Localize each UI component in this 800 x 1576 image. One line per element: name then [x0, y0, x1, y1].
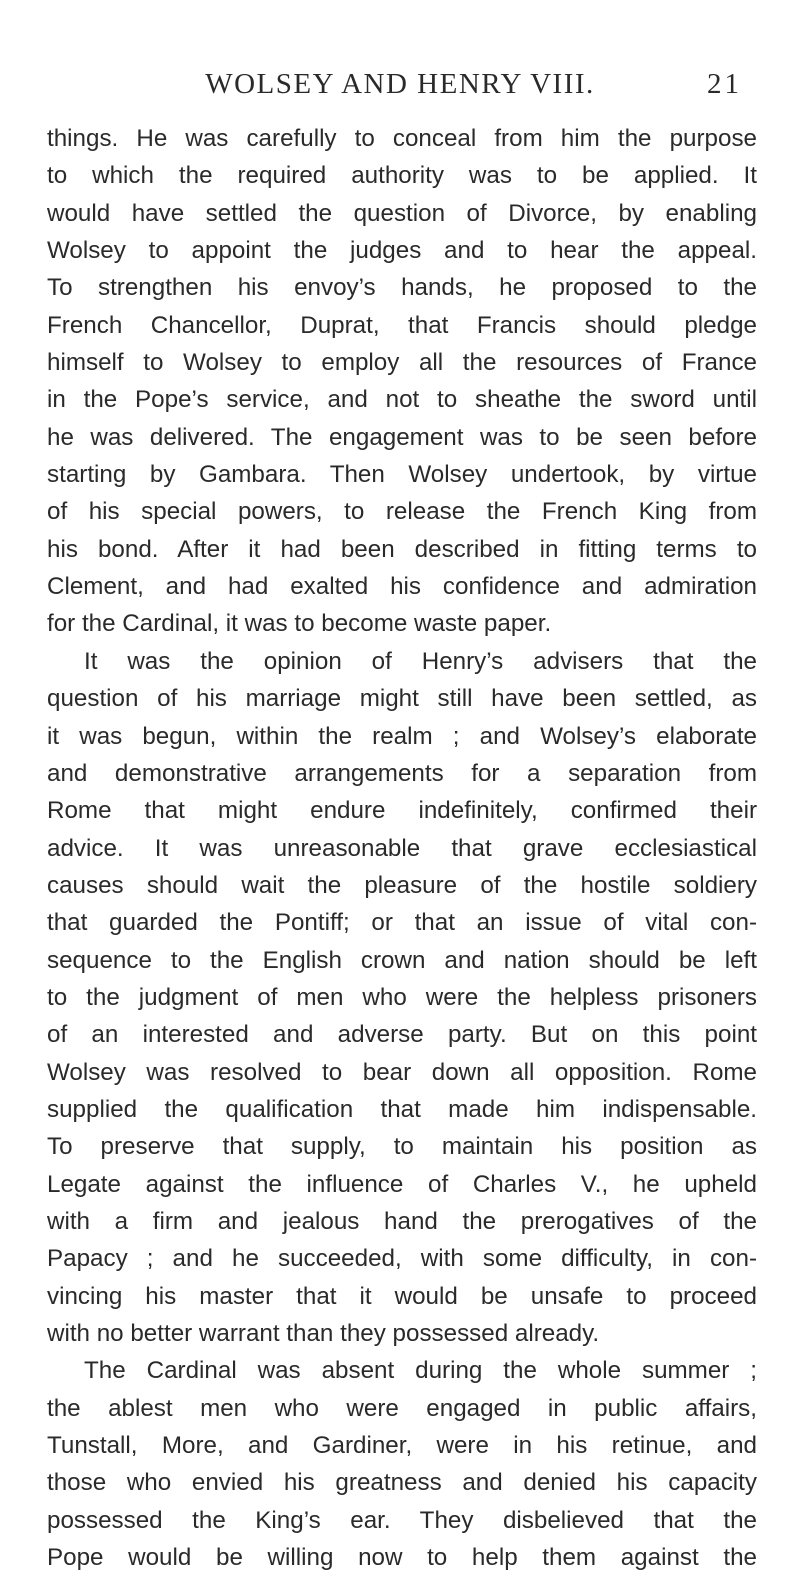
text-line: of his special powers, to release the French King from	[47, 498, 757, 526]
text-line: French Chancellor, Duprat, that Francis should pledge	[47, 311, 757, 339]
text-line: his bond. After it had been described in fitting terms to	[47, 535, 757, 563]
text-line: starting by Gambara. Then Wolsey undertook, by virtue	[47, 461, 757, 489]
text-line: with a firm and jealous hand the prerogatives of the	[47, 1207, 757, 1235]
text-line: he was delivered. The engagement was to be seen before	[47, 423, 757, 451]
text-line: Legate against the influence of Charles V., he upheld	[47, 1170, 757, 1198]
text-line: advice. It was unreasonable that grave ecclesiastical	[47, 834, 757, 862]
text-line: sequence to the English crown and nation should be left	[47, 946, 757, 974]
text-line: would have settled the question of Divorce, by enabling	[47, 199, 757, 227]
text-line: for the Cardinal, it was to become waste paper.	[47, 610, 552, 638]
text-line: and demonstrative arrangements for a separation from	[47, 759, 757, 787]
text-line: himself to Wolsey to employ all the resources of France	[47, 349, 757, 377]
text-line: causes should wait the pleasure of the hostile soldiery	[47, 871, 757, 899]
text-line: to which the required authority was to be applied. It	[47, 162, 757, 190]
text-line: To preserve that supply, to maintain his position as	[47, 1133, 757, 1161]
text-line: of an interested and adverse party. But on this point	[47, 1021, 757, 1049]
text-line: vincing his master that it would be unsafe to proceed	[47, 1282, 757, 1310]
text-line: with no better warrant than they possessed already.	[47, 1320, 600, 1347]
text-line: supplied the qualification that made him indispensable.	[47, 1095, 757, 1123]
text-line: The Cardinal was absent during the whole summer ;	[84, 1357, 757, 1385]
text-line: Rome that might endure indefinitely, confirmed their	[47, 797, 757, 825]
text-line: Wolsey to appoint the judges and to hear the appeal.	[47, 237, 757, 265]
body-text	[47, 120, 757, 1576]
text-line: Wolsey was resolved to bear down all opposition. Rome	[47, 1058, 757, 1086]
text-line: question of his marriage might still have been settled, as	[47, 685, 757, 713]
page-number: 21	[707, 68, 742, 100]
text-line: that guarded the Pontiff; or that an issue of vital con-	[47, 909, 757, 937]
text-line: It was the opinion of Henry’s advisers that the	[84, 647, 757, 675]
text-line: in the Pope’s service, and not to sheathe the sword until	[47, 386, 757, 414]
text-line: Tunstall, More, and Gardiner, were in his retinue, and	[47, 1432, 757, 1460]
text-line: to the judgment of men who were the helpless prisoners	[47, 983, 757, 1011]
running-head	[0, 68, 800, 108]
running-title: WOLSEY AND HENRY VIII.	[205, 68, 595, 100]
text-line: To strengthen his envoy’s hands, he proposed to the	[47, 274, 757, 302]
text-line: Pope would be willing now to help them against the	[47, 1544, 757, 1572]
text-line: those who envied his greatness and denied his capacity	[47, 1469, 757, 1497]
text-line: possessed the King’s ear. They disbelieved that the	[47, 1506, 757, 1534]
text-line: Clement, and had exalted his confidence and admiration	[47, 573, 757, 601]
text-line: the ablest men who were engaged in public affairs,	[47, 1394, 757, 1422]
text-line: things. He was carefully to conceal from him the purpose	[47, 125, 757, 152]
text-line: Papacy ; and he succeeded, with some difficulty, in con-	[47, 1245, 757, 1273]
text-line: it was begun, within the realm ; and Wolsey’s elaborate	[47, 722, 757, 750]
